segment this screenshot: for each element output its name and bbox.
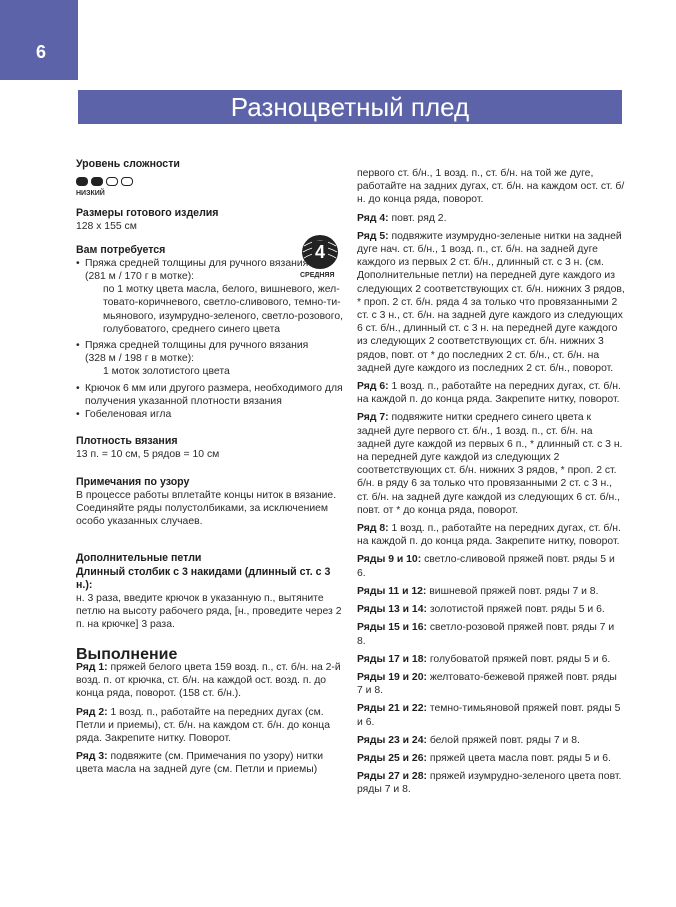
page-title: Разноцветный плед [78,90,622,124]
left-column [76,158,344,782]
difficulty-indicator [76,177,344,201]
page-number: 6 [36,42,47,62]
list-item: Ряды 21 и 22: темно-тимьяновой пряжей повт. ряды 5 и 6. [357,703,621,728]
materials-heading: Вам потребуется [76,243,166,256]
notes-text: В процессе работы вплетайте концы ниток в вязание. [76,489,337,501]
list-item: Ряды 17 и 18: голубоватой пряжей повт. ряды 5 и 6. [357,653,611,665]
difficulty-heading: Уровень сложности [76,158,180,170]
yarn-weight-label: СРЕДНЯЯ [300,272,335,279]
list-item: • Крючок 6 мм или другого размера, необходимого для получения указанной плотности вязания [76,382,344,408]
notes-heading: Примечания по узору [76,475,190,488]
list-item: • Пряжа средней толщины для ручного вязания (328 м / 198 г в мотке): 1 моток золотистого цвета [76,339,344,379]
list-item: Ряд 4: повт. ряд 2. [357,212,447,224]
difficulty-label: НИЗКИЙ [76,190,105,198]
gauge-heading: Плотность вязания [76,435,178,448]
execution-rows-left [76,661,344,777]
list-item: Ряды 23 и 24: белой пряжей повт. ряды 7 и 8. [357,734,580,746]
size-heading: Размеры готового изделия [76,207,219,220]
list-item: Ряды 11 и 12: вишневой пряжей повт. ряды 7 и 8. [357,585,599,597]
list-item: • Гобеленовая игла [76,408,344,421]
list-item: Ряд 1: пряжей белого цвета 159 возд. п., ст. б/н. на 2-й возд. п. от крючка, ст. б/н. на каждой ост. возд. п. до конца ряда, поворот. (158 ст. б/н.). [76,661,341,700]
notes-text: Соединяйте ряды полустолбиками, за исключением особо указанных случаев. [76,503,329,528]
list-item: Ряд 8: 1 возд. п., работайте на передних дугах, ст. б/н. на каждой п. до конца ряда. Закрепите нитку, поворот. [357,523,621,548]
list-item: Ряды 19 и 20: желтовато-бежевой пряжей повт. ряды 7 и 8. [357,671,617,697]
yarn-weight-number: 4 [314,242,326,262]
list-item: Ряды 13 и 14: золотистой пряжей повт. ряды 5 и 6. [357,604,605,616]
list-item: Ряды 27 и 28: пряжей изумрудно-зеленого цвета повт. ряды 7 и 8. [357,771,622,796]
extra-stitches-text: н. 3 раза, введите крючок в указанную п., вытяните петлю на высоту рабочего ряда, [н., проведите через 2 п. на крючке] 3 раза. [76,593,342,631]
continued-text: первого ст. б/н., 1 возд. п., ст. б/н. на той же дуге, работайте на задних дугах, ст. б/н. на каждом ост. ст. б/н. до конца ряда, поворот. [357,168,625,206]
list-item: Ряд 5: подвяжите изумрудно-зеленые нитки на задней дуге нач. ст. б/н., 1 возд. п., ст. б/н. на задней дуге каждого из первых 2 ст. б/н., длинный ст. с 3 н. (см. Дополнительные петли) на передней дуге каждого из следующих 2 соответствующих ст. б/н. нижних 3 рядов, * проп. 2 ст. б/н. ряда 4 за только что провязанными 2 ст. с 3 н., ст. б/н. на задней дуге каждого из следующих 6 ст. б/н., длинный ст. с 3 н. на передней дуге каждого из следующих 2 соответствующих ст. б/н. нижних 3 рядов, повт. от * до последних 2 ст. б/н., ст. б/н. на задней дуге каждого из последних 2 ст. б/н., поворот. [357,230,625,374]
execution-heading: Выполнение [76,645,178,663]
extra-stitches-heading: Дополнительные петли [76,552,202,565]
list-item: Ряд 2: 1 возд. п., работайте на передних дугах (см. Петли и приемы), ст. б/н. на каждом ст. б/н. до конца ряда. Закрепите нитку. Поворот. [76,706,330,744]
list-item: Ряд 3: подвяжите (см. Примечания по узору) нитки цвета масла на задней дуге (см. Петли и приемы) [76,751,324,776]
difficulty-bars-icon [76,177,344,186]
list-item: Ряды 25 и 26: пряжей цвета масла повт. ряды 5 и 6. [357,752,611,764]
materials-list [76,257,344,421]
right-column [357,167,625,802]
size-value: 128 х 155 см [76,221,137,233]
extra-stitches-subheading: Длинный столбик с 3 накидами (длинный ст. с 3 н.): [76,565,331,591]
gauge-value: 13 п. = 10 см, 5 рядов = 10 см [76,449,220,461]
page-number-box [0,0,78,80]
list-item: Ряды 9 и 10: светло-сливовой пряжей повт. ряды 5 и 6. [357,554,615,579]
list-item: • Пряжа средней толщины для ручного вязания (281 м / 170 г в мотке): по 1 мотку цвета масла, белого, вишневого, жел-товато-коричневого, светло-сливового, темно-ти-мьянового, изумрудно-зеленого, светло-розового, голубоватого, среднего синего цвета [76,257,344,336]
list-item: Ряд 7: подвяжите нитки среднего синего цвета к задней дуге первого ст. б/н., 1 возд. п., ст. б/н. на задней дуге каждой из первых 6 п., * длинный ст. с 3 н. на передней дуге каждой из следующих 2 соответствующих ст. б/н. нижних 3 рядов, * проп. 2 ст. б/н. в ряду 6 за только что провязанными 2 ст. с 3 н., ст. б/н. на задней дуге каждой из следующих 6 ст. б/н., повт. от * до конца ряда, поворот. [357,412,623,516]
list-item: Ряд 6: 1 возд. п., работайте на передних дугах, ст. б/н. на каждой п. до конца ряда. Закрепите нитку, поворот. [357,381,621,406]
list-item: Ряды 15 и 16: светло-розовой пряжей повт. ряды 7 и 8. [357,622,615,647]
